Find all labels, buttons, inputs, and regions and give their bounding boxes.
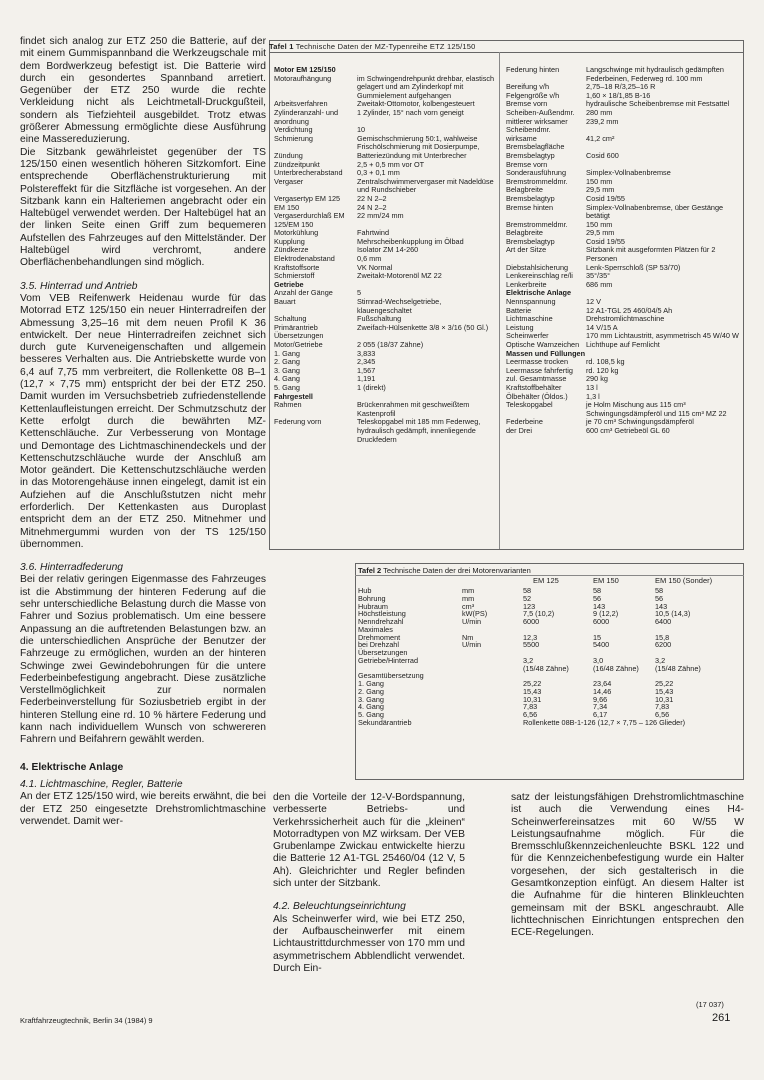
table1-column-divider [499, 52, 500, 549]
table1-value-cell: Cosid 19/55 [586, 236, 625, 246]
table1-label-cell: Anzahl der Gänge [274, 288, 333, 298]
table2-cell: 56 [655, 593, 664, 603]
table2-header: EM 150 [593, 576, 619, 585]
table1-label-cell: Motorkühlung [274, 228, 319, 238]
paragraph: den die Vorteile der 12-V-Bordspannung, verbesserte Betriebs- und Verkehrssicherheit auch für die „kleinen“ Motorradtypen von MZ wirksam. Der VEB Grubenlampe Zwickau entwickelte hierzu die Batterie 12 A1-TGL 25460/04 (12 V, 5 Ah). Gleichrichter und Regler befinden sich unter der Sitzbank. [273, 792, 465, 890]
table1-label-cell: Bremsbelagtyp [506, 193, 555, 203]
table1-label-cell: Federung vorn [274, 417, 322, 427]
table2-row [358, 618, 744, 626]
table1-row [274, 272, 496, 281]
table1-label-cell: Bremsbelagtyp [506, 150, 555, 160]
table1-value-cell: rd. 120 kg [586, 365, 619, 375]
table1-label-cell: Lenkereinschlag re/li [506, 271, 573, 281]
table2-cell: 6400 [655, 617, 672, 626]
table2-title: Technische Daten der drei Motorenvarianten [383, 566, 531, 575]
table1-row [506, 246, 741, 263]
table1-value-cell: 3,833 [357, 348, 376, 358]
table2-cell: mm [462, 593, 475, 603]
table1-label-cell: Bremsbelagtyp [506, 236, 555, 246]
table2-cell: 7,5 (10,2) [523, 609, 555, 619]
table1-label-cell: 4. Gang [274, 374, 300, 384]
table2-cell: Drehmoment [358, 632, 401, 642]
section-heading: 3.6. Hinterradfederung [20, 562, 124, 574]
table1-label-cell: Bereifung v/h [506, 82, 549, 92]
table2-cell: Nenndrehzahl [358, 617, 404, 626]
table2-cell: Rollenkette 08B-1-126 (12,7 × 7,75 – 126 Glieder) [523, 717, 686, 727]
table1-value-cell: 12 A1-TGL 25 460/04/5 Ah [586, 305, 673, 315]
paragraph: An der ETZ 125/150 wird, wie bereits erwähnt, die bei der ETZ 250 eingesetzte Drehstromlichtmaschine verwendet. Damit wer- [20, 791, 266, 827]
table2-cell: 56 [593, 593, 602, 603]
table1-label-cell: Bremse vorn [506, 99, 548, 109]
table2-cell: 15,43 [523, 686, 542, 696]
table1-value-cell: 2,75–18 R/3,25–16 R [586, 82, 656, 92]
table1-label-cell: Teleskopgabel [506, 400, 553, 410]
table1-value-cell: Zentralschwimmervergaser mit Nadeldüse und Rundschieber [357, 176, 494, 195]
table2-row [358, 610, 744, 618]
table2-cell: 143 [655, 601, 668, 611]
table1-value-cell: Cosid 19/55 [586, 193, 625, 203]
table1-label-cell: Lenkerbreite [506, 279, 547, 289]
table2-cell: 9 (12,2) [593, 609, 619, 619]
table2-cell: mm [462, 586, 475, 595]
table1-label-cell: Schmierung [274, 133, 313, 143]
table2-cell: 2. Gang [358, 686, 384, 696]
paragraph: Die Sitzbank gewährleistet gegenüber der TS 125/150 einen wesentlich höheren Sitzkomfort. Eine entsprechende Oberflächenstrukturierung mit Polstereffekt für die Sitzfläche ist vorgesehen. An der Sitzbank kann ein Halteriemen angebracht oder ein Haltebügel verwendet werden. Der Haltebügel hat an der linken Seite einen Griff zum bequemeren Aufstellen des Fahrzeuges auf den Mittelständer. Der Haltebügel wird verchromt, andere Oberflächenbehandlungen sind möglich. [20, 146, 266, 269]
table1-row [506, 118, 741, 135]
table2-cell: Bohrung [358, 593, 386, 603]
table1-label-cell: Übersetzungen [274, 331, 324, 341]
table1-label-cell: Zündung [274, 150, 303, 160]
table1-label-cell: Leistung [506, 322, 534, 332]
table1-value-cell: 1,191 [357, 374, 376, 384]
table1-value-cell: Langschwinge mit hydraulisch gedämpften Federbeinen, Federweg rd. 100 mm [586, 65, 724, 83]
table1-value-cell: 600 cm³ Getriebeöl GL 60 [586, 425, 670, 435]
paragraph: Bei der relativ geringen Eigenmasse des Fahrzeuges ist die Abstimmung der hinteren Federung auf die sehr unterschiedliche Belastung durch die Masse von Fahrer und Sozius problematisch. Um eine bessere Anpassung an die auftretenden Belastungen bzw. an die unterschiedlichen Ansprüche der Benutzer der Fahrzeuge zu ermöglichen, wurden an der hinteren Schwinge zwei Gewindebohrungen für die untere Federbeinbefestigung angebracht. Diese zusätzliche Verstellmöglichkeit zur normalen Federbeinverstellung für Soziusbetrieb ergibt in der hinteren Stellung eine rd. 10 % härtere Federung und kann nach individuellem Wunsch von schwereren Fahrern und Beifahrern gewählt werden. [20, 574, 266, 746]
table2-row [358, 672, 744, 680]
table1-label-cell: Motor/Getriebe [274, 340, 323, 349]
table1-value-cell: 170 mm Lichtaustritt, asymmetrisch 45 W/40 W [586, 331, 739, 341]
table1-value-cell: rd. 108,5 kg [586, 357, 625, 367]
table2-cell: 6000 [593, 617, 610, 626]
table1-row [274, 298, 496, 315]
section-heading: 4.1. Lichtmaschine, Regler, Batterie [20, 778, 183, 790]
table2-cell: 6000 [523, 617, 540, 626]
table2-cell: cm³ [462, 601, 475, 611]
table2-cell: Hubraum [358, 601, 389, 611]
table1-label-cell: Batterie [506, 305, 532, 315]
table2-cell: 5400 [593, 640, 610, 650]
table1-divider [269, 52, 744, 53]
table1-right-column [506, 66, 741, 436]
table2-cell: 25,22 [523, 679, 542, 688]
table1-row [274, 358, 496, 367]
table2-cell: 6,17 [593, 710, 608, 719]
table2-row [358, 626, 744, 634]
table1-label-cell: Diebstahlsicherung [506, 262, 569, 272]
table1-value-cell: Mehrscheibenkupplung im Ölbad [357, 236, 464, 246]
table1-value-cell: 10 [357, 125, 366, 135]
table1-label-cell: Nennspannung [506, 297, 556, 307]
table2-cell: bei Drehzahl [358, 640, 399, 650]
paragraph: findet sich analog zur ETZ 250 die Batterie, auf der mit einem Gummispannband die Werkzeugschale mit dem Bordwerkzeug befestigt ist. Die Batterie wird durch ein gesondertes Spannband arretiert. Gegenüber der ETZ 250 wurde die rechte Verkleidung nicht als Leichtmetall-Druckgußteil, sondern als Tiefziehteil ausgebildet. Trotz etwas größerer Abmessung ermöglichte diese Ausführung eine Massereduzierung. [20, 36, 266, 146]
table2-cell: 3,0 [593, 655, 604, 665]
table1-value-cell: Cosid 600 [586, 150, 619, 160]
table1-label-cell: 5. Gang [274, 382, 300, 392]
table1-row [274, 109, 496, 126]
table1-label-cell: Lichtmaschine [506, 314, 553, 324]
table1-row [274, 178, 496, 195]
table1-label-cell: Arbeitsverfahren [274, 99, 328, 109]
table1-row [506, 204, 741, 221]
table1-label-cell: Vergaserdurchlaß EM 125/EM 150 [274, 211, 345, 229]
table2-cell: Übersetzungen [358, 648, 408, 657]
table1-left-column [274, 66, 496, 444]
table2-label: Tafel 2 [358, 566, 382, 575]
table1-value-cell: 290 kg [586, 374, 608, 384]
table1-label-cell: EM 150 [274, 202, 300, 212]
table1-title: Technische Daten der MZ-Typenreihe ETZ 125/150 [295, 42, 476, 51]
table2-row [358, 634, 744, 642]
table1-value-cell: hydraulische Scheibenbremse mit Festsattel [586, 99, 730, 109]
paragraph: Als Scheinwerfer wird, wie bei ETZ 250, der Aufbauscheinwerfer mit einem Lichtaustrittdurchmesser von 170 mm und asymmetrischem Abblendlicht verwendet. Durch Ein- [273, 913, 465, 974]
table1-label-cell: Zündkerze [274, 245, 309, 255]
table1-value-cell: 24 N 2–2 [357, 202, 387, 212]
table1-value-cell: Batteriezündung mit Unterbrecher [357, 150, 467, 160]
table1-value-cell: Drehstromlichtmaschine [586, 314, 665, 324]
table2-cell: 10,31 [523, 694, 542, 704]
table2-caption [358, 566, 531, 575]
table1-row [506, 66, 741, 83]
table1-row [506, 427, 741, 436]
table2-row [358, 641, 744, 649]
table2-cell: 15,43 [655, 686, 674, 696]
table1-row [506, 401, 741, 418]
table1-value-cell: 1,3 l [586, 391, 600, 401]
table1-value-cell: Stirnrad-Wechselgetriebe, klauengeschaltet [357, 297, 442, 315]
table1-row [274, 135, 496, 152]
table1-label-cell: Bremstrommeldmr. [506, 176, 568, 186]
table1-label-cell: Getriebe [274, 279, 304, 289]
table2-cell: U/min [462, 617, 482, 626]
table1-row [274, 75, 496, 101]
table1-row [274, 341, 496, 350]
table2-cell: 23,64 [593, 679, 612, 688]
table1-label-cell: Felgengröße v/h [506, 90, 560, 100]
table1-label-cell: Belagbreite [506, 228, 543, 238]
table2-cell: 5500 [523, 640, 540, 650]
table1-value-cell: 150 mm [586, 176, 613, 186]
table2-cell: Gesamtübersetzung [358, 671, 424, 681]
table1-label-cell: Sonderausführung [506, 168, 567, 178]
table2-row [358, 696, 744, 704]
table2-cell: Getriebe/Hinterrad [358, 655, 419, 665]
table1-value-cell [586, 289, 741, 298]
table1-value-cell: Fahrtwind [357, 228, 390, 238]
table2-cell: Hub [358, 586, 372, 595]
article-reference: (17 037) [696, 1000, 724, 1009]
table1-label-cell: Federbeine [506, 417, 543, 427]
middle-text-column [273, 792, 465, 975]
table1-value-cell: Teleskopgabel mit 185 mm Federweg, hydraulisch gedämpft, innenliegende Druckfedern [357, 417, 481, 444]
table1-value-cell: Isolator ZM 14-260 [357, 245, 419, 255]
table1-label-cell: Schaltung [274, 314, 307, 324]
table2-body [358, 587, 744, 727]
table1-value-cell: Zweifach-Hülsenkette 3/8 × 3/16 (50 Gl.) [357, 322, 489, 332]
table2-cell: 7,34 [593, 702, 608, 712]
section-heading: 4.2. Beleuchtungseinrichtung [273, 901, 406, 913]
table1-value-cell: 150 mm [586, 219, 613, 229]
table1-label-cell: Motoraufhängung [274, 73, 332, 83]
table1-value-cell: Gemischschmierung 50:1, wahlweise Frischölschmierung mit Dosierpumpe, [357, 133, 480, 152]
table2-cell: 123 [523, 601, 536, 611]
table1-label-cell: Primärantrieb [274, 322, 318, 332]
table1-value-cell: 2 055 (18/37 Zähne) [357, 340, 424, 349]
table1-value-cell: im Schwingendrehpunkt drehbar, elastisch gelagert und am Zylinderkopf mit Gummielement aufgehangen [357, 73, 495, 100]
table2-cell: Nm [462, 632, 474, 642]
page-number: 261 [712, 1012, 731, 1024]
table1-value-cell: Simplex-Vollnabenbremse [586, 168, 671, 178]
table1-label-cell: Elektrodenabstand [274, 254, 335, 264]
table1-label: Tafel 1 [269, 42, 294, 51]
table1-value-cell: Fußschaltung [357, 314, 402, 324]
table1-label-cell: zul. Gesamtmasse [506, 374, 567, 384]
table1-value-cell: 41,2 cm² [586, 133, 615, 143]
table1-label-cell: Kupplung [274, 236, 305, 246]
table1-row [274, 212, 496, 229]
right-text-column [511, 792, 744, 940]
left-text-column [20, 36, 266, 828]
table1-value-cell: 12 V [586, 297, 602, 307]
table2-row [358, 595, 744, 603]
table1-label-cell: Fahrgestell [274, 391, 313, 401]
table2-cell: Maximales [358, 624, 393, 634]
table2-row [358, 680, 744, 688]
table1-label-cell: Optische Warnzeichen [506, 340, 580, 349]
table2-row [358, 688, 744, 696]
table1-value-cell: je 70 cm³ Schwingungsdämpferöl [586, 417, 694, 427]
table1-value-cell: 239,2 mm [586, 116, 619, 126]
table2-cell: 6,56 [655, 710, 670, 719]
table1-row [274, 401, 496, 418]
table1-caption [269, 42, 475, 51]
table2-cell: 6,56 [523, 710, 538, 719]
table1-label-cell: Ölbehälter (Öldos.) [506, 391, 568, 401]
journal-footer: Kraftfahrzeugtechnik, Berlin 34 (1984) 9 [20, 1016, 153, 1025]
table2-cell: Sekundärantrieb [358, 717, 412, 727]
table1-label-cell: der Drei [506, 425, 532, 435]
table1-value-cell: 35°/35° [586, 271, 611, 281]
table1-value-cell: Sitzbank mit ausgeformten Plätzen für 2 Personen [586, 245, 716, 264]
table1-row [506, 315, 741, 324]
table2-cell: 10,5 (14,3) [655, 609, 691, 619]
table1-label-cell: Motor EM 125/150 [274, 65, 336, 74]
table1-label-cell: Zylinderanzahl- und anordnung [274, 107, 339, 126]
table1-label-cell: Schmierstoff [274, 271, 315, 281]
table1-label-cell: mittlerer wirksamer Scheibendmr. [506, 116, 568, 135]
table1-label-cell: Scheiben-Außendmr. [506, 107, 575, 117]
table2-cell: 58 [593, 586, 602, 595]
table1-label-cell: Leermasse trocken [506, 357, 569, 367]
table1-label-cell: Vergasertyp EM 125 [274, 193, 341, 203]
table1-row [506, 135, 741, 152]
table2-cell: 9,66 [593, 694, 608, 704]
table2-row [358, 703, 744, 711]
table1-value-cell: 2,5 + 0,5 mm vor OT [357, 159, 425, 169]
table1-label-cell: Bremse hinten [506, 202, 554, 212]
table2-cell: 6200 [655, 640, 672, 650]
table2-header: EM 125 [533, 576, 559, 585]
table2-cell: (15/48 Zähne) [655, 663, 701, 673]
table2-row [358, 587, 744, 595]
table1-label-cell: Vergaser [274, 176, 304, 186]
table1-label-cell: 1. Gang [274, 348, 300, 358]
chapter-heading: 4. Elektrische Anlage [20, 761, 124, 773]
table2-cell: 10,31 [655, 694, 674, 704]
table1-label-cell: Verdichtung [274, 125, 313, 135]
table1-value-cell: 13 l [586, 382, 598, 392]
table1-value-cell: Zweitakt-Motorenöl MZ 22 [357, 271, 442, 281]
table1-row [274, 418, 496, 444]
table1-value-cell: 29,5 mm [586, 185, 615, 195]
table1-value-cell: 0,3 + 0,1 mm [357, 168, 400, 178]
table2-cell: 3,2 [523, 655, 534, 665]
table2-row [358, 719, 744, 727]
table2-cell: 25,22 [655, 679, 674, 688]
table2-cell: kW(PS) [462, 609, 488, 619]
table2-cell: (15/48 Zähne) [523, 663, 569, 673]
table1-value-cell: 5 [357, 288, 362, 298]
table2-cell: 143 [593, 601, 606, 611]
table2-cell: 15,8 [655, 632, 670, 642]
table1-value-cell: 0,6 mm [357, 254, 382, 264]
table1-row [274, 367, 496, 376]
paragraph: satz der leistungsfähigen Drehstromlichtmaschine ist auch die Verwendung eines H4-Scheinwerfereinsatzes mit 60 W/55 W Leistungsaufnahme möglich. Für die Bremsschlußkennzeichenleuchte BSKL 122 und für die Kennzeichenbefestigung wurde ein Halter vorgesehen, der sich gestalterisch in die Gesamtkonzeption einfügt. An diesem Halter ist die Aufnahme für die hinteren Blinkleuchten gemeinsam mit der BSKL angeschraubt. Alle lichttechnischen Einrichtungen entsprechen den ECE-Regelungen. [511, 792, 744, 939]
table2-cell: 14,46 [593, 686, 612, 696]
table1-value-cell: 686 mm [586, 279, 613, 289]
table2-header: EM 150 (Sonder) [655, 576, 713, 585]
table2-cell: 52 [523, 593, 532, 603]
table1-value-cell: 1,567 [357, 365, 376, 375]
table1-value-cell: 280 mm [586, 107, 613, 117]
table1-label-cell: Kraftstoffsorte [274, 262, 320, 272]
table2-cell: (16/48 Zähne) [593, 663, 639, 673]
table1-label-cell: Kraftstoffbehälter [506, 382, 562, 392]
table1-value-cell: je Holm Mischung aus 115 cm³ Schwingungsdämpferöl und 115 cm³ MZ 22 [586, 400, 727, 418]
table2-cell: 58 [523, 586, 532, 595]
table1-value-cell: 29,5 mm [586, 228, 615, 238]
table1-label-cell: Elektrische Anlage [506, 288, 572, 298]
table2-cell: 7,83 [523, 702, 538, 712]
table1-value-cell: Simplex-Vollnabenbremse, über Gestänge betätigt [586, 202, 724, 221]
table1-value-cell: 1,60 × 18/1,85 B-16 [586, 90, 651, 100]
table1-value-cell: Brückenrahmen mit geschweißtem Kastenprofil [357, 400, 470, 418]
table1-label-cell: Scheinwerfer [506, 331, 549, 341]
table1-row [274, 350, 496, 359]
table2-cell: 3. Gang [358, 694, 384, 704]
section-heading: 3.5. Hinterrad und Antrieb [20, 280, 138, 292]
table1-label-cell: Federung hinten [506, 65, 560, 74]
table1-label-cell: Art der Sitze [506, 245, 547, 255]
table1-value-cell: 2,345 [357, 357, 376, 367]
table1-label-cell: wirksame Bremsbelagfläche [506, 133, 565, 152]
table2-cell: 5. Gang [358, 710, 384, 719]
table1-value-cell: 22 mm/24 mm [357, 211, 404, 221]
table1-value-cell: 14 V/15 A [586, 322, 618, 332]
table1-value-cell: 1 (direkt) [357, 382, 386, 392]
table2-cell: Höchstleistung [358, 609, 406, 619]
table2-cell: 15 [593, 632, 602, 642]
table1-value-cell [357, 281, 496, 290]
table1-value-cell: 22 N 2–2 [357, 193, 387, 203]
table1-label-cell: Leermasse fahrfertig [506, 365, 573, 375]
table1-value-cell: 1 Zylinder, 15° nach vorn geneigt [357, 107, 464, 117]
table1-label-cell: Bauart [274, 297, 296, 307]
table1-label-cell: 3. Gang [274, 365, 300, 375]
table2-cell: 3,2 [655, 655, 666, 665]
table1-label-cell: 2. Gang [274, 357, 300, 367]
table2-cell: U/min [462, 640, 482, 650]
table2-cell: 7,83 [655, 702, 670, 712]
paragraph: Vom VEB Reifenwerk Heidenau wurde für das Motorrad ETZ 125/150 ein neuer Hinterradreifen der Abmessung 3,25–16 mit dem neuen Profil K 36 entwickelt. Der neue Hinterradreifen zeichnet sich durch gute Kurveneigenschaften und allgemein besseres Verhalten aus. Die Antriebskette wurde von 6,4 auf 7,75 mm verbreitert, die Rollenkette 08 B–1 (12,7 × 7,75 mm) entspricht der bei der ETZ 250. Damit wurden im Versuchsbetrieb zufriedenstellende Kettenlaufleistungen erreicht. Der Schmutzschutz der Kette erfolgt durch die bewährten MZ-Kettenschläuche. Zur Verbesserung von Montage und Demontage des Lichtmaschinendeckels und der Kettenschutzschläuche wurde der Anschluß am Motor geändert. Die Kettenschutzschläuche werden in das Motorengehäuse innen eingelegt, damit ist ein Aufziehen auf die Anschlußstutzen nicht mehr erforderlich. Der Kettenkasten aus Duroplast entspricht dem an der ETZ 250. Mitnehmer und Mitnehmergummi wurden von der TS 125/150 übernommen. [20, 292, 266, 550]
table1-value-cell: Zweitakt-Ottomotor, kolbengesteuert [357, 99, 475, 109]
table2-cell: 12,3 [523, 632, 538, 642]
table1-label-cell: Bremse vorn [506, 159, 548, 169]
table1-label-cell: Massen und Füllungen [506, 348, 586, 358]
table1-value-cell: Lenk-Sperrschloß (SP 53/70) [586, 262, 681, 272]
table1-label-cell: Zündzeitpunkt [274, 159, 320, 169]
table2-cell: 1. Gang [358, 679, 384, 688]
table2-cell: 58 [655, 586, 664, 595]
table1-value-cell: VK Normal [357, 262, 393, 272]
table1-label-cell: Belagbreite [506, 185, 543, 195]
table1-value-cell: Lichthupe auf Fernlicht [586, 340, 660, 349]
table2-cell: 4. Gang [358, 702, 384, 712]
table1-label-cell: Rahmen [274, 400, 302, 410]
table1-label-cell: Unterbrecherabstand [274, 168, 343, 178]
table1-label-cell: Bremstrommeldmr. [506, 219, 568, 229]
